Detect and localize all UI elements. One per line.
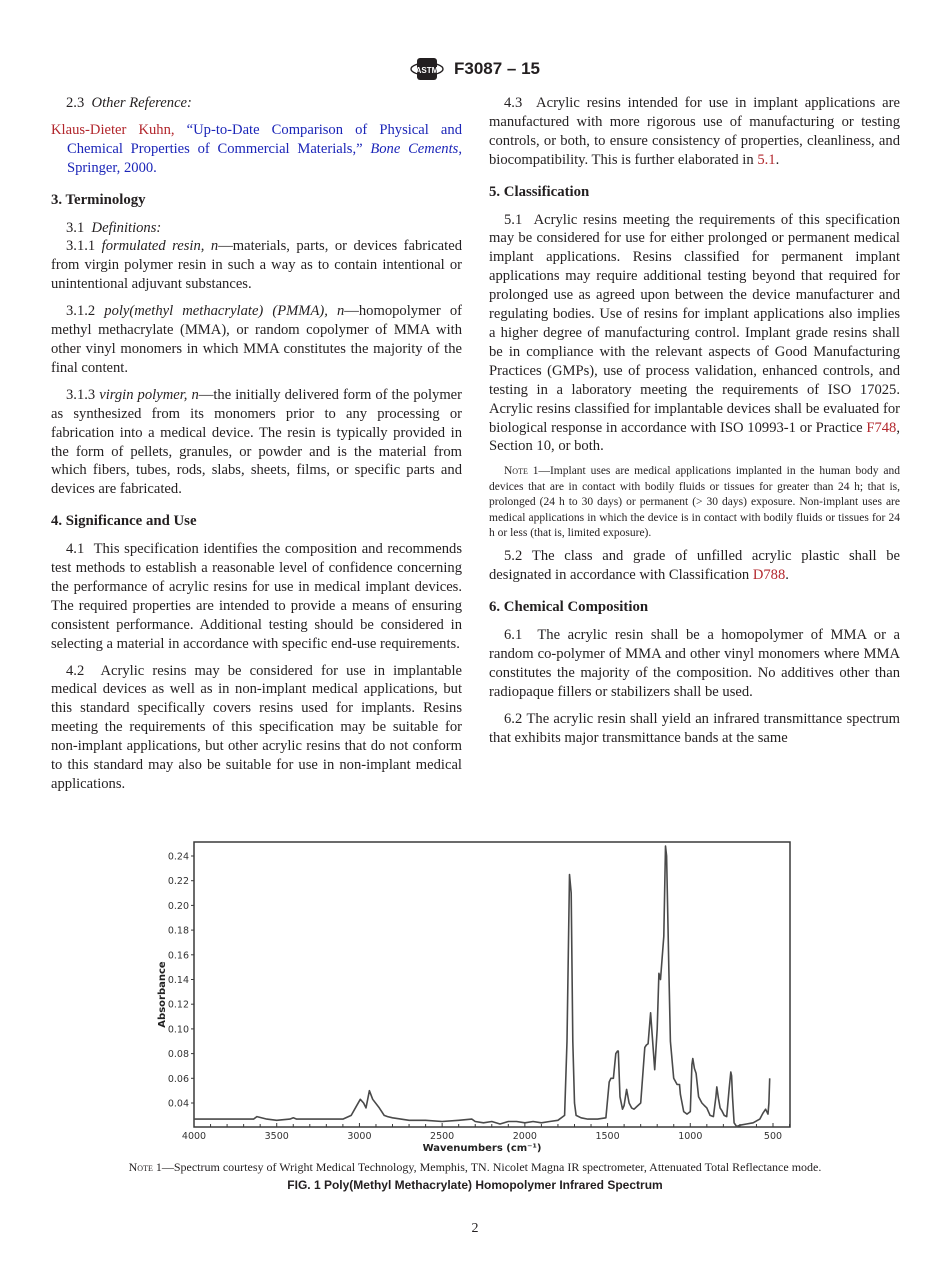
section-3-1-2 — [51, 302, 462, 378]
section-number: 6.2 — [504, 710, 523, 727]
paragraph-text: The acrylic resin shall yield an infrared transmittance spectrum that exhibits major transmittance bands at the same — [489, 710, 900, 746]
section-3-1-3 — [51, 386, 462, 499]
reference-publisher[interactable]: , Springer, 2000. — [67, 140, 462, 176]
section-number: 2.3 — [66, 95, 85, 111]
section-number: 5.2 — [504, 548, 523, 565]
y-tick-label: 0.08 — [167, 1049, 189, 1061]
svg-text:ASTM: ASTM — [415, 66, 439, 75]
chart-canvas — [150, 835, 810, 1155]
definition-text: —the initially delivered form of the polymer as synthesized from its monomers prior to any processing or fabrication into a medical device. The resin is typically provided in the form of pellets, granules, or powder and is the material from which fibers, tubes, rods, slabs, sheets, films, or specific parts and devices are fabricated. — [51, 386, 463, 498]
section-number: 3.1.3 — [66, 386, 96, 403]
section-6-1 — [489, 626, 900, 702]
figure-note — [0, 1160, 950, 1175]
section-number: 3.1.2 — [66, 303, 96, 320]
link-d788[interactable]: D788 — [752, 567, 786, 584]
y-tick-label: 0.14 — [167, 975, 189, 986]
section-4-1 — [51, 540, 462, 653]
section-number: 4.1 — [66, 541, 85, 558]
defined-term: poly(methyl methacrylate) (PMMA), n — [104, 303, 345, 320]
section-5-1 — [489, 211, 900, 457]
page-header — [0, 56, 950, 82]
definition-text: —homopolymer of methyl methacrylate (MMA), or random copolymer of MMA with other vinyl monomers in which MMA constitutes the majority of the final content. — [51, 303, 462, 376]
left-column — [51, 94, 462, 802]
document-id: F3087 – 15 — [453, 59, 540, 78]
x-tick-label: 2500 — [430, 1131, 455, 1142]
paragraph-text: Acrylic resins intended for use in implant applications are manufactured with more rigorous use of manufacturing or testing controls, or both, to ensure consistency of properties, cleanliness, and biocompatibility. This is further elaborated in — [489, 95, 900, 168]
y-tick-label: 0.20 — [167, 900, 189, 912]
section-4-3 — [489, 94, 900, 170]
y-tick-label: 0.06 — [167, 1073, 189, 1085]
astm-logo-icon — [410, 56, 444, 82]
reference-kuhn — [51, 121, 462, 178]
heading-classification: 5. Classification — [489, 183, 590, 200]
heading-chemical-composition: 6. Chemical Composition — [489, 599, 649, 616]
reference-book[interactable]: Bone Cements — [370, 140, 459, 157]
x-tick-label: 2000 — [512, 1131, 537, 1142]
section-5-2 — [489, 547, 900, 585]
section-2-3 — [51, 94, 462, 113]
section-6-2 — [489, 710, 900, 748]
spectrum-line — [194, 846, 770, 1126]
section-number: 5.1 — [504, 211, 523, 228]
y-tick-label: 0.10 — [167, 1024, 189, 1036]
y-axis-label: Absorbance — [157, 961, 168, 1028]
definition-text: —materials, parts, or devices fabricated from virgin polymer resin in such a way as to contain intentional or unintentional adjuvant substances. — [51, 238, 462, 293]
paragraph-text: This specification identifies the composition and recommends test methods to establish a reasonable level of confidence concerning the performance of acrylic resins for use in medical implant devices. The required properties are intended to provide a means of ensuring consistent performance. Additional testing should be considered in selecting a material in accordance with specific end-use requirements. — [51, 541, 462, 652]
author-link[interactable]: Klaus-Dieter Kuhn, — [51, 121, 175, 138]
paragraph-text: Acrylic resins may be considered for use in implantable medical devices as well as in non-implant medical applications, but this standard specifically covers resins used for implants. Resins meeting the requirements of this specification may be suitable for non-implant applications, but other acrylic resins that do not conform to this standard may also be suitable for use in non-implant medical applications. — [51, 662, 463, 792]
note-text: —Implant uses are medical applications implanted in the human body and devices that are in contact with bodily fluids or tissues for greater than 24 h; that is, prolonged (24 h to 30 days) or permanent (> 30 days) exposure. Non-implant uses are medical applications in which the device is in contact with bodily fluids or tissues for 24 h or less (that is, limited exposure). — [489, 465, 900, 539]
section-title: Definitions: — [91, 219, 162, 236]
y-tick-label: 0.12 — [167, 999, 189, 1011]
figure-caption: FIG. 1 Poly(Methyl Methacrylate) Homopolymer Infrared Spectrum — [287, 1178, 663, 1192]
x-tick-label: 4000 — [181, 1131, 207, 1142]
punctuation: . — [775, 151, 780, 168]
right-column — [489, 94, 900, 756]
paragraph-text-end: , Section 10, or both. — [489, 419, 900, 455]
y-tick-label: 0.04 — [167, 1098, 189, 1110]
section-number: 6.1 — [504, 627, 523, 644]
defined-term: virgin polymer, n — [99, 386, 199, 403]
heading-significance-and-use: 4. Significance and Use — [51, 513, 197, 530]
note-1 — [489, 464, 900, 541]
link-f748[interactable]: F748 — [866, 419, 897, 436]
section-number: 4.2 — [66, 662, 85, 679]
x-tick-label: 500 — [763, 1131, 783, 1142]
x-tick-label: 1500 — [595, 1131, 620, 1142]
link-5-1[interactable]: 5.1 — [757, 151, 776, 168]
y-tick-label: 0.16 — [167, 950, 189, 962]
note-label: Note 1 — [128, 1160, 162, 1174]
reference-title[interactable]: “Up-to-Date Comparison of Physical and Chemical Properties of Commercial Materials,” — [67, 121, 462, 157]
y-tick-label: 0.22 — [167, 876, 189, 888]
section-title: Other Reference: — [91, 95, 192, 111]
note-label: Note 1 — [504, 465, 539, 478]
paragraph-text: The class and grade of unfilled acrylic plastic shall be designated in accordance with Classification — [489, 548, 900, 584]
section-3-1-1 — [51, 237, 462, 294]
x-axis-label: Wavenumbers (cm⁻¹) — [422, 1143, 542, 1154]
section-number: 3.1 — [66, 219, 85, 236]
section-number: 4.3 — [504, 95, 523, 111]
defined-term: formulated resin, n — [101, 238, 219, 255]
x-tick-label: 3000 — [347, 1131, 372, 1142]
paragraph-text: The acrylic resin shall be a homopolymer of MMA or a random co-polymer of MMA and other vinyl monomers where MMA constitutes the majority of the composition. No additives other than radiopaque fillers or stabilizers shall be used. — [489, 627, 900, 700]
paragraph-text: Acrylic resins meeting the requirements of this specification may be considered for use for either prolonged or permanent medical implant applications. Resins classified for permanent implant applications may require additional testing beyond that required for prolonged use as agreed upon between the device manufacturer and regulating bodies. Use of resins for implant applications also implies a higher degree of manufacturing control. Implant grade resins shall be in compliance with the relevant aspects of Good Manufacturing Practices (GMPs), use of process validation, enhanced controls, and testing in a laboratory meeting the requirements of ISO 17025. Acrylic resins classified for implantable devices shall be evaluated for biological response in accordance with ISO 10993-1 or Practice — [489, 211, 900, 436]
punctuation: . — [785, 567, 789, 584]
y-tick-label: 0.24 — [167, 851, 189, 863]
section-4-2 — [51, 662, 462, 794]
heading-terminology: 3. Terminology — [51, 191, 146, 208]
section-number: 3.1.1 — [66, 238, 96, 255]
page-number: 2 — [471, 1221, 479, 1236]
section-3-1 — [51, 219, 462, 238]
ir-spectrum-chart — [150, 835, 810, 1155]
note-text: —Spectrum courtesy of Wright Medical Technology, Memphis, TN. Nicolet Magna IR spectrometer, Attenuated Total Reflectance mode. — [161, 1160, 822, 1174]
x-tick-label: 1000 — [678, 1131, 703, 1142]
y-tick-label: 0.18 — [167, 925, 189, 937]
x-tick-label: 3500 — [264, 1131, 289, 1142]
plot-frame — [194, 842, 790, 1127]
